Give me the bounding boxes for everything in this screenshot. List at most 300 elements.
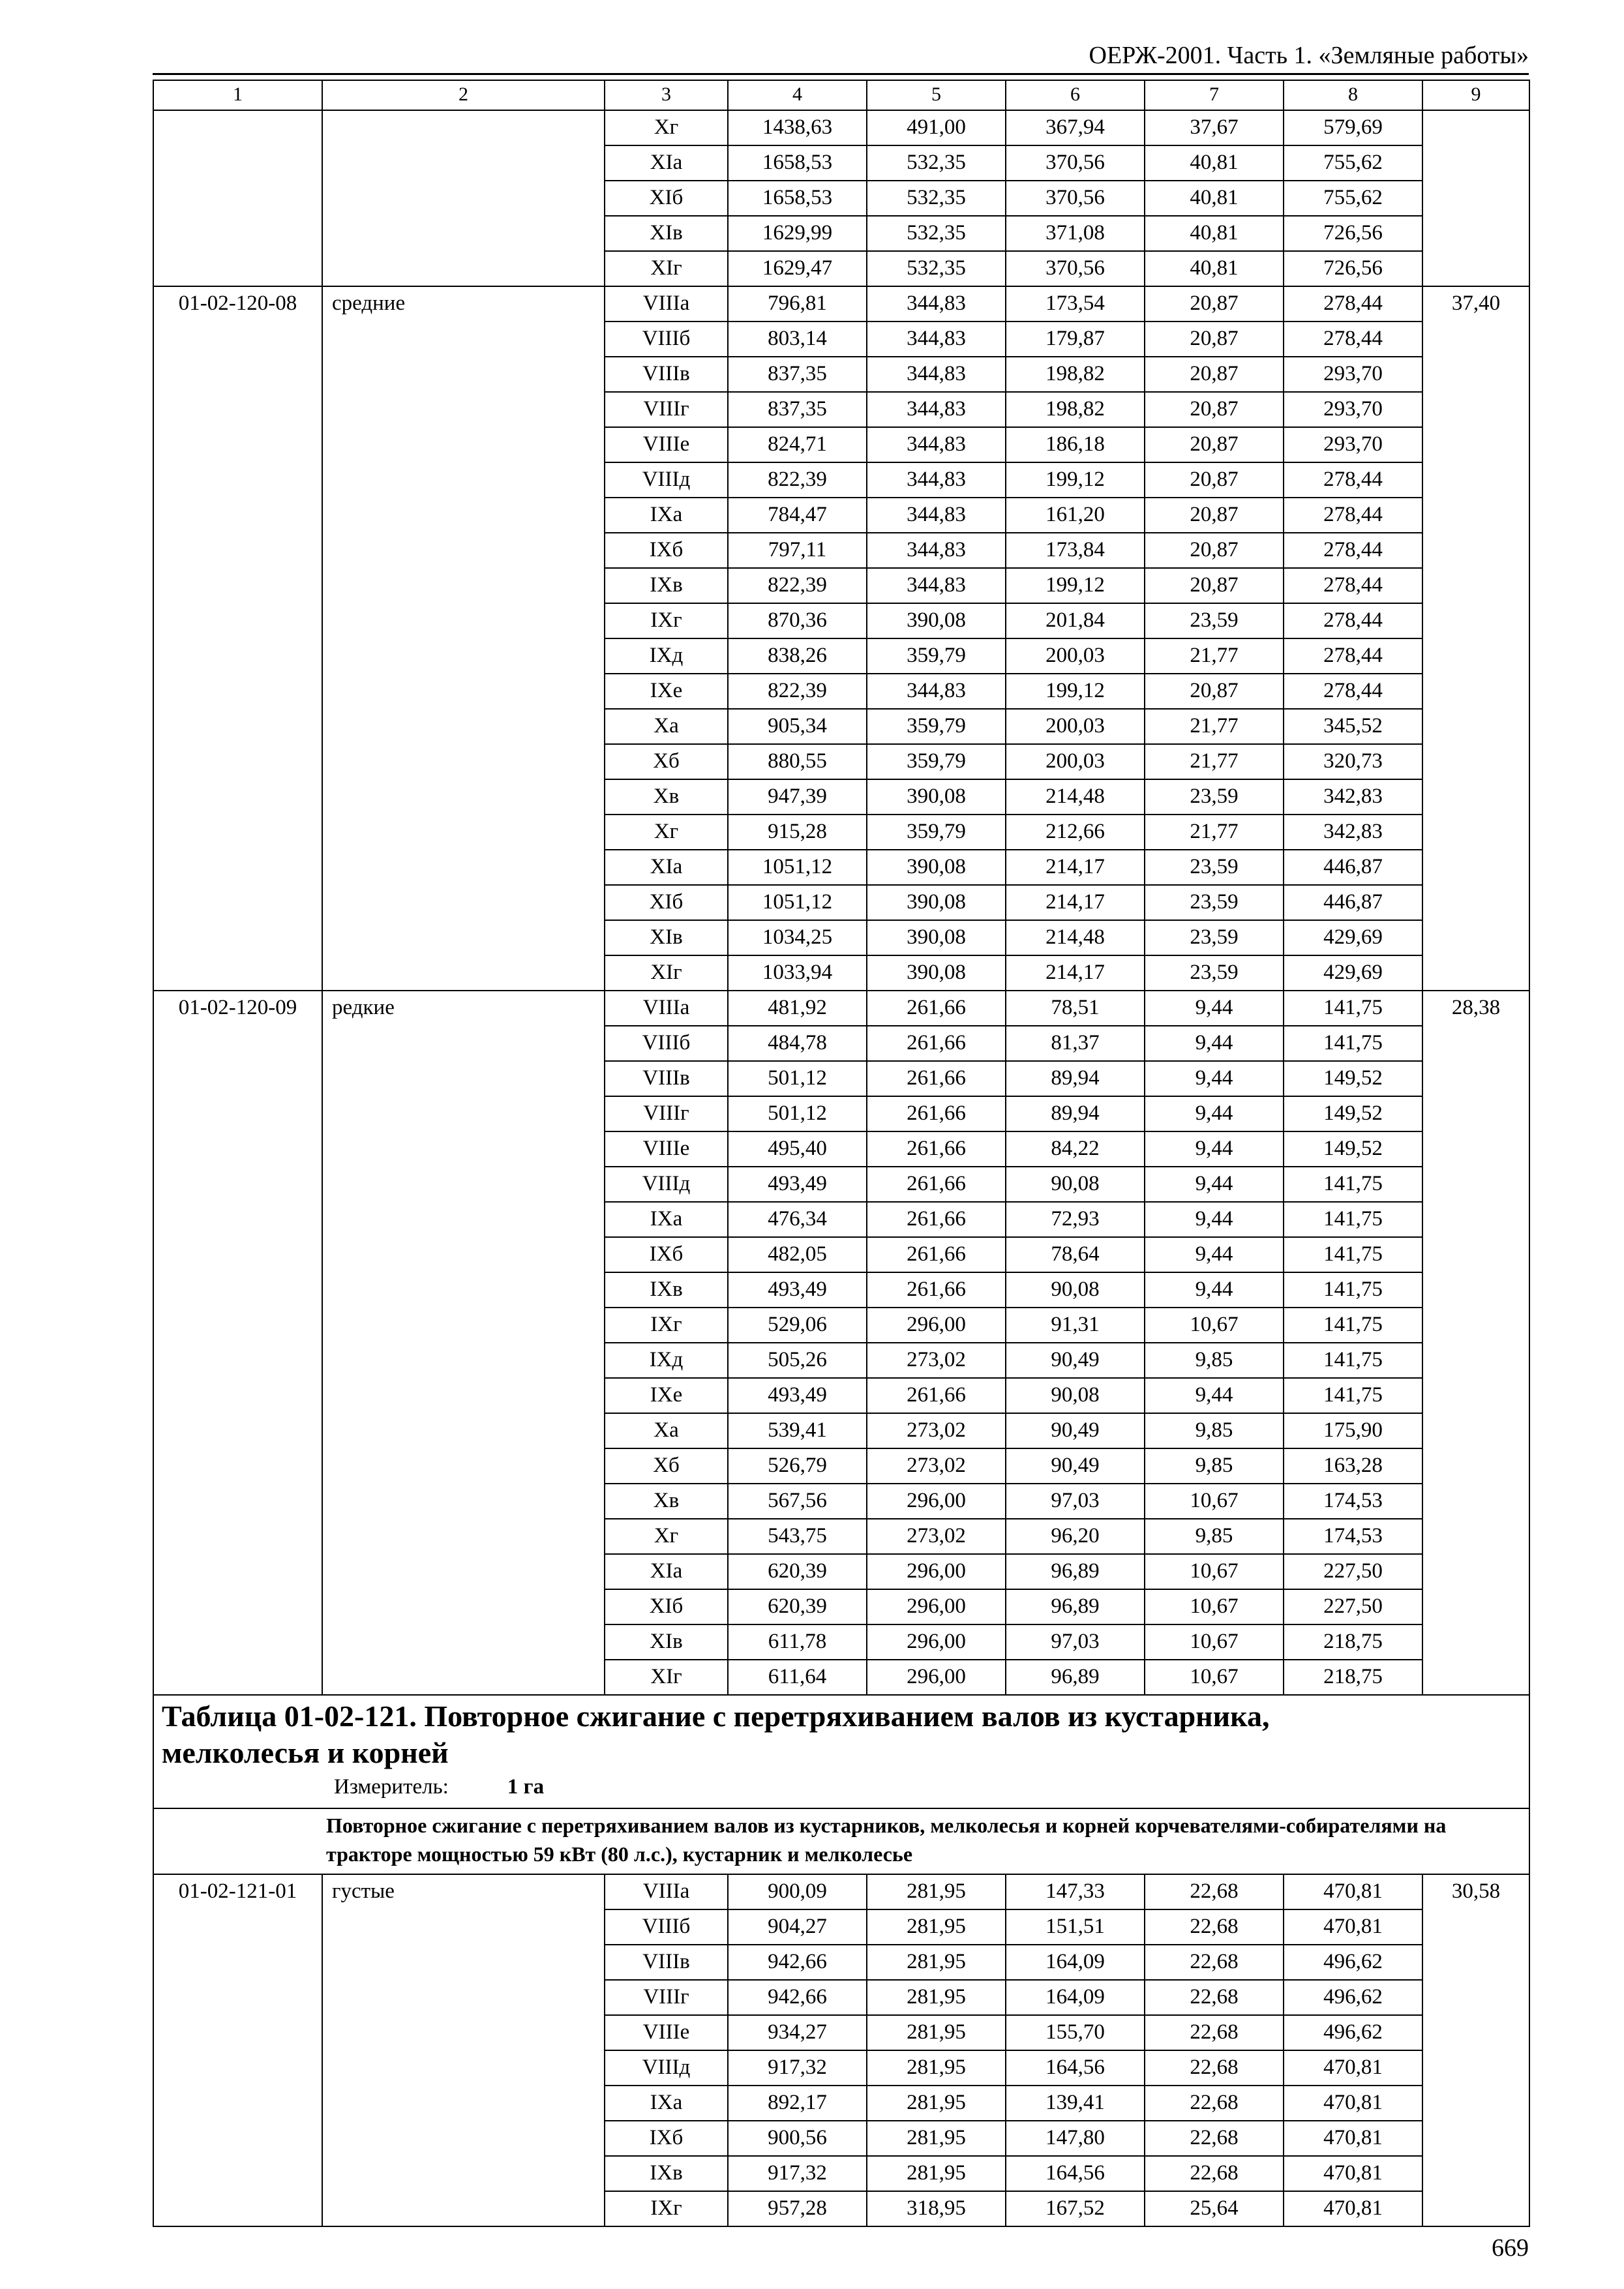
materials-cost: 163,28 <box>1284 1448 1422 1484</box>
soil-group: VIIIа <box>605 286 728 322</box>
soil-group: VIIIг <box>605 1096 728 1131</box>
labor-wages: 261,66 <box>867 1061 1006 1096</box>
column-number: 5 <box>867 80 1006 110</box>
machine-operation: 214,48 <box>1006 920 1145 955</box>
machine-operation: 90,08 <box>1006 1272 1145 1308</box>
machinist-wages: 9,44 <box>1145 1026 1284 1061</box>
labor-wages: 390,08 <box>867 779 1006 815</box>
labor-wages: 281,95 <box>867 1945 1006 1980</box>
total-cost: 481,92 <box>728 991 867 1026</box>
labor-wages: 318,95 <box>867 2191 1006 2226</box>
labor-hours: 37,40 <box>1422 286 1529 991</box>
machinist-wages: 10,67 <box>1145 1554 1284 1589</box>
soil-group: VIIIв <box>605 1945 728 1980</box>
soil-group: VIIIе <box>605 2015 728 2050</box>
materials-cost: 755,62 <box>1284 145 1422 181</box>
machinist-wages: 10,67 <box>1145 1484 1284 1519</box>
soil-group: VIIIа <box>605 1874 728 1909</box>
total-cost: 803,14 <box>728 322 867 357</box>
total-cost: 796,81 <box>728 286 867 322</box>
machinist-wages: 21,77 <box>1145 709 1284 744</box>
materials-cost: 218,75 <box>1284 1624 1422 1660</box>
total-cost: 501,12 <box>728 1061 867 1096</box>
machinist-wages: 22,68 <box>1145 2086 1284 2121</box>
materials-cost: 726,56 <box>1284 251 1422 286</box>
machinist-wages: 40,81 <box>1145 251 1284 286</box>
machine-operation: 151,51 <box>1006 1909 1145 1945</box>
work-description-row <box>153 1808 1529 1874</box>
machine-operation: 186,18 <box>1006 427 1145 462</box>
soil-group: XIв <box>605 216 728 251</box>
soil-group: IXб <box>605 1237 728 1272</box>
machine-operation: 90,49 <box>1006 1448 1145 1484</box>
labor-wages: 261,66 <box>867 991 1006 1026</box>
machine-operation: 214,17 <box>1006 850 1145 885</box>
labor-wages: 390,08 <box>867 920 1006 955</box>
total-cost: 1658,53 <box>728 145 867 181</box>
labor-wages: 344,83 <box>867 568 1006 603</box>
column-number: 1 <box>153 80 322 110</box>
labor-wages: 273,02 <box>867 1519 1006 1554</box>
soil-group: IXб <box>605 2121 728 2156</box>
table-title-cell <box>153 1695 1529 1808</box>
machinist-wages: 21,77 <box>1145 744 1284 779</box>
total-cost: 905,34 <box>728 709 867 744</box>
soil-group: IXа <box>605 1202 728 1237</box>
table-row <box>153 1874 1529 1909</box>
materials-cost: 149,52 <box>1284 1096 1422 1131</box>
machine-operation: 214,48 <box>1006 779 1145 815</box>
total-cost: 838,26 <box>728 638 867 674</box>
machine-operation: 89,94 <box>1006 1061 1145 1096</box>
materials-cost: 141,75 <box>1284 1202 1422 1237</box>
total-cost: 529,06 <box>728 1308 867 1343</box>
machine-operation: 164,09 <box>1006 1945 1145 1980</box>
labor-wages: 296,00 <box>867 1484 1006 1519</box>
machinist-wages: 23,59 <box>1145 779 1284 815</box>
soil-group: XIб <box>605 181 728 216</box>
machinist-wages: 10,67 <box>1145 1308 1284 1343</box>
materials-cost: 579,69 <box>1284 110 1422 145</box>
machinist-wages: 9,85 <box>1145 1343 1284 1378</box>
soil-group: XIа <box>605 1554 728 1589</box>
total-cost: 567,56 <box>728 1484 867 1519</box>
rate-name <box>322 110 605 286</box>
materials-cost: 227,50 <box>1284 1554 1422 1589</box>
total-cost: 493,49 <box>728 1272 867 1308</box>
materials-cost: 293,70 <box>1284 427 1422 462</box>
soil-group: Xб <box>605 1448 728 1484</box>
total-cost: 797,11 <box>728 533 867 568</box>
machine-operation: 89,94 <box>1006 1096 1145 1131</box>
total-cost: 476,34 <box>728 1202 867 1237</box>
total-cost: 784,47 <box>728 498 867 533</box>
machinist-wages: 40,81 <box>1145 181 1284 216</box>
machine-operation: 164,56 <box>1006 2050 1145 2086</box>
labor-wages: 359,79 <box>867 815 1006 850</box>
machine-operation: 155,70 <box>1006 2015 1145 2050</box>
materials-cost: 278,44 <box>1284 674 1422 709</box>
machine-operation: 90,08 <box>1006 1378 1145 1413</box>
machinist-wages: 9,44 <box>1145 1378 1284 1413</box>
soil-group: VIIIа <box>605 991 728 1026</box>
rate-code: 01-02-121-01 <box>153 1874 322 2226</box>
materials-cost: 470,81 <box>1284 2086 1422 2121</box>
total-cost: 539,41 <box>728 1413 867 1448</box>
machine-operation: 371,08 <box>1006 216 1145 251</box>
soil-group: XIв <box>605 920 728 955</box>
total-cost: 1051,12 <box>728 850 867 885</box>
table-row <box>153 110 1529 145</box>
machinist-wages: 20,87 <box>1145 427 1284 462</box>
labor-wages: 344,83 <box>867 357 1006 392</box>
soil-group: Xа <box>605 1413 728 1448</box>
materials-cost: 175,90 <box>1284 1413 1422 1448</box>
column-number: 4 <box>728 80 867 110</box>
soil-group: IXе <box>605 1378 728 1413</box>
machinist-wages: 22,68 <box>1145 2015 1284 2050</box>
materials-cost: 429,69 <box>1284 955 1422 991</box>
total-cost: 942,66 <box>728 1945 867 1980</box>
labor-hours: 30,58 <box>1422 1874 1529 2226</box>
materials-cost: 278,44 <box>1284 498 1422 533</box>
total-cost: 870,36 <box>728 603 867 638</box>
machinist-wages: 22,68 <box>1145 1874 1284 1909</box>
column-number: 3 <box>605 80 728 110</box>
rate-name: средние <box>322 286 605 991</box>
materials-cost: 345,52 <box>1284 709 1422 744</box>
machine-operation: 199,12 <box>1006 674 1145 709</box>
machinist-wages: 9,85 <box>1145 1448 1284 1484</box>
machinist-wages: 23,59 <box>1145 603 1284 638</box>
labor-wages: 281,95 <box>867 2015 1006 2050</box>
soil-group: VIIIв <box>605 1061 728 1096</box>
machine-operation: 212,66 <box>1006 815 1145 850</box>
materials-cost: 446,87 <box>1284 850 1422 885</box>
machinist-wages: 40,81 <box>1145 145 1284 181</box>
soil-group: VIIIг <box>605 392 728 427</box>
soil-group: IXд <box>605 638 728 674</box>
soil-group: VIIIд <box>605 462 728 498</box>
total-cost: 837,35 <box>728 357 867 392</box>
machine-operation: 167,52 <box>1006 2191 1145 2226</box>
materials-cost: 141,75 <box>1284 1237 1422 1272</box>
soil-group: XIа <box>605 850 728 885</box>
labor-wages: 296,00 <box>867 1660 1006 1695</box>
machinist-wages: 25,64 <box>1145 2191 1284 2226</box>
soil-group: VIIIе <box>605 427 728 462</box>
labor-wages: 532,35 <box>867 251 1006 286</box>
materials-cost: 470,81 <box>1284 1909 1422 1945</box>
machinist-wages: 22,68 <box>1145 1980 1284 2015</box>
machine-operation: 198,82 <box>1006 392 1145 427</box>
materials-cost: 174,53 <box>1284 1484 1422 1519</box>
rates-table-body <box>153 80 1529 2226</box>
machinist-wages: 20,87 <box>1145 674 1284 709</box>
materials-cost: 141,75 <box>1284 1308 1422 1343</box>
labor-wages: 296,00 <box>867 1554 1006 1589</box>
machine-operation: 81,37 <box>1006 1026 1145 1061</box>
column-number: 8 <box>1284 80 1422 110</box>
soil-group: IXе <box>605 674 728 709</box>
table-title <box>162 1696 1521 1771</box>
labor-wages: 344,83 <box>867 322 1006 357</box>
total-cost: 957,28 <box>728 2191 867 2226</box>
machine-operation: 161,20 <box>1006 498 1145 533</box>
machine-operation: 164,09 <box>1006 1980 1145 2015</box>
column-number: 2 <box>322 80 605 110</box>
total-cost: 917,32 <box>728 2050 867 2086</box>
total-cost: 484,78 <box>728 1026 867 1061</box>
machine-operation: 198,82 <box>1006 357 1145 392</box>
total-cost: 1438,63 <box>728 110 867 145</box>
labor-wages: 390,08 <box>867 955 1006 991</box>
machinist-wages: 10,67 <box>1145 1589 1284 1624</box>
materials-cost: 496,62 <box>1284 1945 1422 1980</box>
materials-cost: 470,81 <box>1284 2191 1422 2226</box>
machine-operation: 199,12 <box>1006 462 1145 498</box>
machinist-wages: 23,59 <box>1145 955 1284 991</box>
materials-cost: 470,81 <box>1284 2121 1422 2156</box>
soil-group: IXг <box>605 603 728 638</box>
soil-group: IXг <box>605 2191 728 2226</box>
machinist-wages: 9,44 <box>1145 1272 1284 1308</box>
materials-cost: 149,52 <box>1284 1061 1422 1096</box>
soil-group: XIв <box>605 1624 728 1660</box>
machine-operation: 96,20 <box>1006 1519 1145 1554</box>
soil-group: VIIIе <box>605 1131 728 1167</box>
soil-group: Xг <box>605 110 728 145</box>
labor-wages: 344,83 <box>867 674 1006 709</box>
labor-wages: 261,66 <box>867 1096 1006 1131</box>
table-row <box>153 286 1529 322</box>
machinist-wages: 9,44 <box>1145 1131 1284 1167</box>
machine-operation: 96,89 <box>1006 1660 1145 1695</box>
total-cost: 1034,25 <box>728 920 867 955</box>
labor-wages: 359,79 <box>867 709 1006 744</box>
labor-wages: 532,35 <box>867 145 1006 181</box>
total-cost: 1658,53 <box>728 181 867 216</box>
labor-wages: 281,95 <box>867 2156 1006 2191</box>
machinist-wages: 10,67 <box>1145 1624 1284 1660</box>
materials-cost: 141,75 <box>1284 1343 1422 1378</box>
materials-cost: 496,62 <box>1284 2015 1422 2050</box>
rate-code <box>153 110 322 286</box>
machinist-wages: 9,44 <box>1145 1096 1284 1131</box>
labor-wages: 273,02 <box>867 1413 1006 1448</box>
machine-operation: 78,51 <box>1006 991 1145 1026</box>
machine-operation: 214,17 <box>1006 955 1145 991</box>
labor-wages: 281,95 <box>867 2050 1006 2086</box>
total-cost: 505,26 <box>728 1343 867 1378</box>
materials-cost: 141,75 <box>1284 1378 1422 1413</box>
labor-wages: 261,66 <box>867 1272 1006 1308</box>
materials-cost: 320,73 <box>1284 744 1422 779</box>
machine-operation: 147,80 <box>1006 2121 1145 2156</box>
labor-wages: 261,66 <box>867 1378 1006 1413</box>
machine-operation: 84,22 <box>1006 1131 1145 1167</box>
soil-group: VIIIд <box>605 2050 728 2086</box>
materials-cost: 293,70 <box>1284 357 1422 392</box>
total-cost: 900,09 <box>728 1874 867 1909</box>
labor-wages: 390,08 <box>867 603 1006 638</box>
machine-operation: 97,03 <box>1006 1484 1145 1519</box>
total-cost: 880,55 <box>728 744 867 779</box>
labor-wages: 344,83 <box>867 498 1006 533</box>
total-cost: 501,12 <box>728 1096 867 1131</box>
materials-cost: 141,75 <box>1284 1272 1422 1308</box>
soil-group: XIб <box>605 885 728 920</box>
machinist-wages: 20,87 <box>1145 322 1284 357</box>
materials-cost: 141,75 <box>1284 991 1422 1026</box>
machine-operation: 96,89 <box>1006 1589 1145 1624</box>
soil-group: XIа <box>605 145 728 181</box>
unit-of-measure <box>334 1771 1521 1803</box>
labor-wages: 359,79 <box>867 638 1006 674</box>
machinist-wages: 20,87 <box>1145 357 1284 392</box>
machinist-wages: 21,77 <box>1145 815 1284 850</box>
labor-wages: 273,02 <box>867 1343 1006 1378</box>
rate-name: густые <box>322 1874 605 2226</box>
materials-cost: 278,44 <box>1284 568 1422 603</box>
labor-wages: 390,08 <box>867 885 1006 920</box>
machinist-wages: 20,87 <box>1145 462 1284 498</box>
machine-operation: 199,12 <box>1006 568 1145 603</box>
labor-wages: 296,00 <box>867 1308 1006 1343</box>
table-title-line: Таблица 01-02-121. Повторное сжигание с перетряхиванием валов из кустарника, <box>162 1699 1270 1733</box>
machine-operation: 370,56 <box>1006 181 1145 216</box>
machinist-wages: 22,68 <box>1145 1909 1284 1945</box>
total-cost: 917,32 <box>728 2156 867 2191</box>
soil-group: XIб <box>605 1589 728 1624</box>
machine-operation: 214,17 <box>1006 885 1145 920</box>
machinist-wages: 20,87 <box>1145 392 1284 427</box>
machine-operation: 200,03 <box>1006 709 1145 744</box>
materials-cost: 278,44 <box>1284 533 1422 568</box>
total-cost: 900,56 <box>728 2121 867 2156</box>
materials-cost: 227,50 <box>1284 1589 1422 1624</box>
machine-operation: 370,56 <box>1006 251 1145 286</box>
labor-wages: 261,66 <box>867 1026 1006 1061</box>
materials-cost: 218,75 <box>1284 1660 1422 1695</box>
machinist-wages: 9,85 <box>1145 1413 1284 1448</box>
machine-operation: 91,31 <box>1006 1308 1145 1343</box>
unit-label: Измеритель: <box>334 1775 449 1799</box>
soil-group: IXг <box>605 1308 728 1343</box>
machine-operation: 201,84 <box>1006 603 1145 638</box>
soil-group: XIг <box>605 251 728 286</box>
soil-group: VIIIб <box>605 322 728 357</box>
machinist-wages: 23,59 <box>1145 850 1284 885</box>
machinist-wages: 20,87 <box>1145 568 1284 603</box>
machinist-wages: 22,68 <box>1145 1945 1284 1980</box>
soil-group: IXд <box>605 1343 728 1378</box>
labor-wages: 491,00 <box>867 110 1006 145</box>
materials-cost: 726,56 <box>1284 216 1422 251</box>
machine-operation: 173,84 <box>1006 533 1145 568</box>
total-cost: 934,27 <box>728 2015 867 2050</box>
total-cost: 915,28 <box>728 815 867 850</box>
total-cost: 1051,12 <box>728 885 867 920</box>
machine-operation: 164,56 <box>1006 2156 1145 2191</box>
materials-cost: 149,52 <box>1284 1131 1422 1167</box>
labor-wages: 390,08 <box>867 850 1006 885</box>
machine-operation: 90,49 <box>1006 1413 1145 1448</box>
labor-wages: 281,95 <box>867 1909 1006 1945</box>
total-cost: 904,27 <box>728 1909 867 1945</box>
materials-cost: 278,44 <box>1284 462 1422 498</box>
machine-operation: 179,87 <box>1006 322 1145 357</box>
labor-wages: 532,35 <box>867 216 1006 251</box>
machine-operation: 72,93 <box>1006 1202 1145 1237</box>
labor-hours <box>1422 110 1529 286</box>
materials-cost: 293,70 <box>1284 392 1422 427</box>
machine-operation: 147,33 <box>1006 1874 1145 1909</box>
soil-group: IXа <box>605 498 728 533</box>
total-cost: 1033,94 <box>728 955 867 991</box>
machine-operation: 97,03 <box>1006 1624 1145 1660</box>
machine-operation: 139,41 <box>1006 2086 1145 2121</box>
soil-group: VIIIв <box>605 357 728 392</box>
machinist-wages: 22,68 <box>1145 2156 1284 2191</box>
materials-cost: 342,83 <box>1284 815 1422 850</box>
rate-code: 01-02-120-09 <box>153 991 322 1695</box>
table-title-line: мелколесья и корней <box>162 1736 449 1769</box>
soil-group: XIг <box>605 955 728 991</box>
soil-group: VIIIг <box>605 1980 728 2015</box>
soil-group: IXв <box>605 2156 728 2191</box>
materials-cost: 496,62 <box>1284 1980 1422 2015</box>
running-header: ОЕРЖ-2001. Часть 1. «Земляные работы» <box>1089 42 1529 69</box>
labor-wages: 344,83 <box>867 533 1006 568</box>
total-cost: 892,17 <box>728 2086 867 2121</box>
total-cost: 824,71 <box>728 427 867 462</box>
soil-group: Xг <box>605 815 728 850</box>
total-cost: 620,39 <box>728 1554 867 1589</box>
labor-wages: 296,00 <box>867 1624 1006 1660</box>
labor-wages: 344,83 <box>867 392 1006 427</box>
soil-group: VIIIб <box>605 1909 728 1945</box>
machinist-wages: 9,44 <box>1145 991 1284 1026</box>
materials-cost: 278,44 <box>1284 638 1422 674</box>
machine-operation: 370,56 <box>1006 145 1145 181</box>
machine-operation: 90,49 <box>1006 1343 1145 1378</box>
total-cost: 822,39 <box>728 462 867 498</box>
machinist-wages: 40,81 <box>1145 216 1284 251</box>
total-cost: 620,39 <box>728 1589 867 1624</box>
total-cost: 493,49 <box>728 1378 867 1413</box>
soil-group: VIIIд <box>605 1167 728 1202</box>
machinist-wages: 9,85 <box>1145 1519 1284 1554</box>
machine-operation: 96,89 <box>1006 1554 1145 1589</box>
machinist-wages: 9,44 <box>1145 1167 1284 1202</box>
materials-cost: 755,62 <box>1284 181 1422 216</box>
labor-wages: 532,35 <box>867 181 1006 216</box>
machinist-wages: 21,77 <box>1145 638 1284 674</box>
soil-group: IXв <box>605 568 728 603</box>
machinist-wages: 22,68 <box>1145 2121 1284 2156</box>
materials-cost: 446,87 <box>1284 885 1422 920</box>
unit-value: 1 га <box>507 1775 545 1799</box>
column-number: 6 <box>1006 80 1145 110</box>
total-cost: 1629,99 <box>728 216 867 251</box>
machinist-wages: 9,44 <box>1145 1202 1284 1237</box>
column-number: 9 <box>1422 80 1529 110</box>
materials-cost: 278,44 <box>1284 286 1422 322</box>
labor-wages: 296,00 <box>867 1589 1006 1624</box>
machinist-wages: 23,59 <box>1145 920 1284 955</box>
machinist-wages: 20,87 <box>1145 533 1284 568</box>
